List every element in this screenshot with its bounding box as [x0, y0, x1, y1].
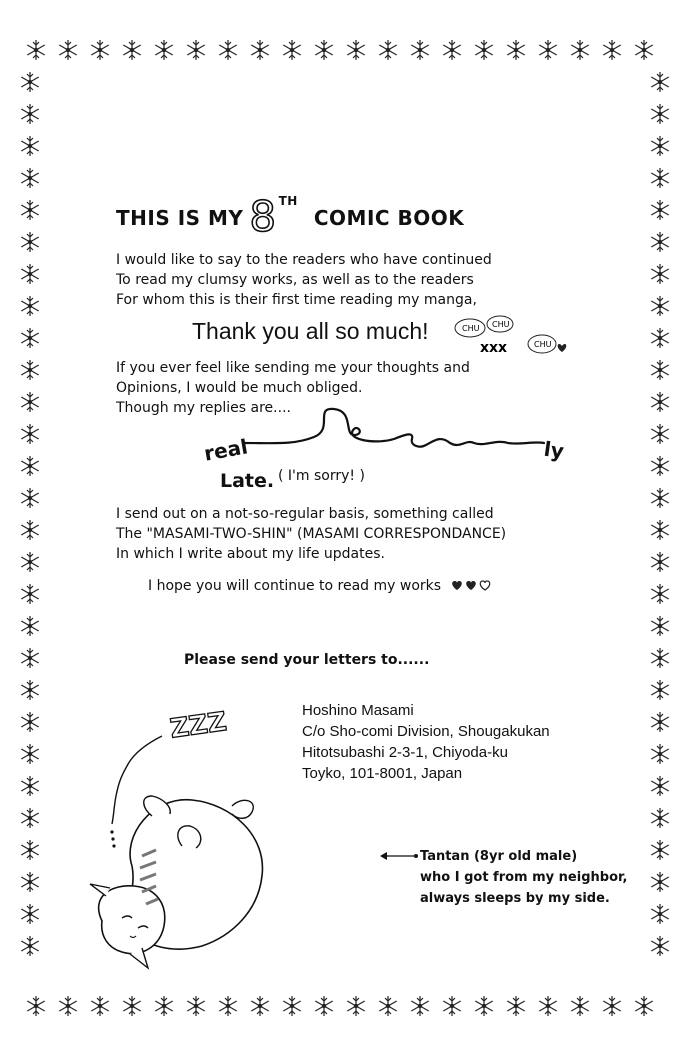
- snowflake-icon: [21, 552, 38, 572]
- snowflake-icon: [21, 680, 38, 700]
- snowflake-icon: [59, 40, 76, 60]
- title-number: 8: [249, 192, 277, 241]
- snowflake-icon: [187, 996, 204, 1016]
- snowflake-icon: [411, 996, 428, 1016]
- chu-bubbles: [452, 314, 572, 360]
- snowflake-icon: [21, 488, 38, 508]
- snowflake-icon: [123, 996, 140, 1016]
- snowflake-icon: [651, 136, 668, 156]
- snowflake-icon: [21, 72, 38, 92]
- cat-note-line: always sleeps by my side.: [420, 891, 610, 906]
- snowflake-icon: [21, 328, 38, 348]
- snowflake-icon: [651, 872, 668, 892]
- snowflake-icon: [21, 584, 38, 604]
- snowflake-icon: [651, 392, 668, 412]
- snowflake-icon: [21, 520, 38, 540]
- snowflake-icon: [571, 40, 588, 60]
- late-text: Late.: [220, 470, 275, 492]
- snowflake-icon: [21, 648, 38, 668]
- cat-note-line: who I got from my neighbor,: [420, 870, 628, 885]
- snowflake-icon: [27, 996, 44, 1016]
- snowflake-icon: [21, 104, 38, 124]
- snowflake-icon: [651, 264, 668, 284]
- snowflake-icon: [475, 40, 492, 60]
- snowflake-icon: [21, 264, 38, 284]
- snowflake-icon: [475, 996, 492, 1016]
- hope-line: [148, 578, 496, 594]
- snowflake-icon: [21, 456, 38, 476]
- snowflake-icon: [91, 40, 108, 60]
- snowflake-icon: [651, 808, 668, 828]
- thank-you-heading: Thank you all so much!: [192, 318, 429, 344]
- snowflake-icon: [539, 40, 556, 60]
- snowflake-icon: [651, 680, 668, 700]
- snowflake-icon: [283, 40, 300, 60]
- hope-text: I hope you will continue to read my works: [148, 578, 442, 594]
- title-suffix: TH: [278, 194, 298, 208]
- letters-line: Opinions, I would be much obliged.: [116, 380, 363, 396]
- intro-line: To read my clumsy works, as well as to the readers: [116, 272, 474, 288]
- snowflake-icon: [21, 424, 38, 444]
- newsletter-line: In which I write about my life updates.: [116, 546, 385, 562]
- snowflake-icon: [651, 744, 668, 764]
- snowflake-icon: [21, 904, 38, 924]
- snowflake-icon: [219, 996, 236, 1016]
- snowflake-icon: [21, 616, 38, 636]
- snowflake-icon: [21, 136, 38, 156]
- snowflake-icon: [251, 996, 268, 1016]
- address-line: Toyko, 101-8001, Japan: [302, 765, 463, 782]
- mailing-address: [302, 700, 550, 784]
- zzz-text: ZZZ: [168, 706, 229, 745]
- really-end: ly: [542, 436, 566, 464]
- xxx-text: xxx: [480, 340, 508, 356]
- sorry-text: ( I'm sorry! ): [278, 468, 365, 484]
- snowflake-icon: [27, 40, 44, 60]
- snowflake-icon: [651, 552, 668, 572]
- snowflake-icon: [21, 936, 38, 956]
- snowflake-icon: [21, 232, 38, 252]
- snowflake-icon: [59, 996, 76, 1016]
- snowflake-icon: [21, 808, 38, 828]
- snowflake-icon: [379, 40, 396, 60]
- snowflake-icon: [155, 996, 172, 1016]
- snowflake-icon: [539, 996, 556, 1016]
- cat-note-line: Tantan (8yr old male): [420, 849, 578, 864]
- snowflake-icon: [651, 776, 668, 796]
- send-letters-heading: Please send your letters to......: [184, 652, 430, 668]
- snowflake-icon: [651, 104, 668, 124]
- snowflake-icon: [155, 40, 172, 60]
- snowflake-icon: [443, 40, 460, 60]
- title-rest: COMIC BOOK: [313, 206, 465, 230]
- snowflake-icon: [379, 996, 396, 1016]
- snowflake-icon: [651, 648, 668, 668]
- snowflake-icon: [651, 936, 668, 956]
- snowflake-icon: [651, 360, 668, 380]
- letters-line: If you ever feel like sending me your thoughts and: [116, 360, 470, 376]
- snowflake-icon: [651, 840, 668, 860]
- snowflake-icon: [651, 168, 668, 188]
- snowflake-icon: [603, 996, 620, 1016]
- snowflake-icon: [315, 996, 332, 1016]
- title-prefix: THIS IS MY: [116, 206, 244, 230]
- intro-paragraph: [116, 250, 492, 310]
- snowflake-icon: [651, 232, 668, 252]
- snowflake-icon: [651, 712, 668, 732]
- snowflake-icon: [219, 40, 236, 60]
- snowflake-icon: [411, 40, 428, 60]
- snowflake-icon: [507, 996, 524, 1016]
- snowflake-icon: [651, 488, 668, 508]
- snowflake-icon: [603, 40, 620, 60]
- snowflake-icon: [21, 776, 38, 796]
- letters-line: Though my replies are....: [116, 400, 291, 416]
- hearts-icon: [450, 578, 496, 592]
- snowflake-icon: [251, 40, 268, 60]
- snowflake-icon: [635, 996, 652, 1016]
- snowflake-icon: [651, 904, 668, 924]
- really-squiggle: [244, 405, 554, 460]
- snowflake-icon: [651, 200, 668, 220]
- snowflake-icon: [507, 40, 524, 60]
- snowflake-icon: [635, 40, 652, 60]
- snowflake-icon: [21, 712, 38, 732]
- newsletter-line: The "MASAMI-TWO-SHIN" (MASAMI CORRESPONDANCE): [116, 526, 507, 542]
- snowflake-icon: [21, 168, 38, 188]
- snowflake-icon: [187, 40, 204, 60]
- snowflake-icon: [651, 296, 668, 316]
- snowflake-icon: [443, 996, 460, 1016]
- page-title: [116, 186, 465, 241]
- snowflake-icon: [91, 996, 108, 1016]
- snowflake-icon: [315, 40, 332, 60]
- address-line: C/o Sho-comi Division, Shougakukan: [302, 723, 550, 740]
- snowflake-icon: [651, 520, 668, 540]
- chu-text: CHU: [462, 324, 480, 333]
- snowflake-icon: [21, 392, 38, 412]
- newsletter-paragraph: [116, 504, 506, 564]
- sleeping-cat-illustration: [82, 696, 312, 996]
- intro-line: For whom this is their first time reading my manga,: [116, 292, 477, 308]
- snowflake-icon: [21, 296, 38, 316]
- snowflake-icon: [651, 72, 668, 92]
- snowflake-icon: [21, 360, 38, 380]
- intro-line: I would like to say to the readers who have continued: [116, 252, 492, 268]
- snowflake-icon: [123, 40, 140, 60]
- snowflake-icon: [21, 744, 38, 764]
- snowflake-icon: [283, 996, 300, 1016]
- address-line: Hitotsubashi 2-3-1, Chiyoda-ku: [302, 744, 508, 761]
- snowflake-icon: [651, 424, 668, 444]
- snowflake-icon: [347, 40, 364, 60]
- address-line: Hoshino Masami: [302, 702, 414, 719]
- newsletter-line: I send out on a not-so-regular basis, something called: [116, 506, 494, 522]
- cat-note: [420, 846, 627, 909]
- snowflake-icon: [347, 996, 364, 1016]
- snowflake-icon: [651, 328, 668, 348]
- snowflake-icon: [21, 872, 38, 892]
- snowflake-icon: [651, 456, 668, 476]
- chu-text: CHU: [492, 320, 510, 329]
- snowflake-icon: [651, 584, 668, 604]
- snowflake-icon: [571, 996, 588, 1016]
- snowflake-icon: [651, 616, 668, 636]
- heart-icon: [558, 344, 567, 352]
- snowflake-icon: [21, 840, 38, 860]
- chu-text: CHU: [534, 340, 552, 349]
- snowflake-icon: [21, 200, 38, 220]
- really-start: real: [202, 434, 250, 466]
- arrow-left-icon: [378, 850, 418, 862]
